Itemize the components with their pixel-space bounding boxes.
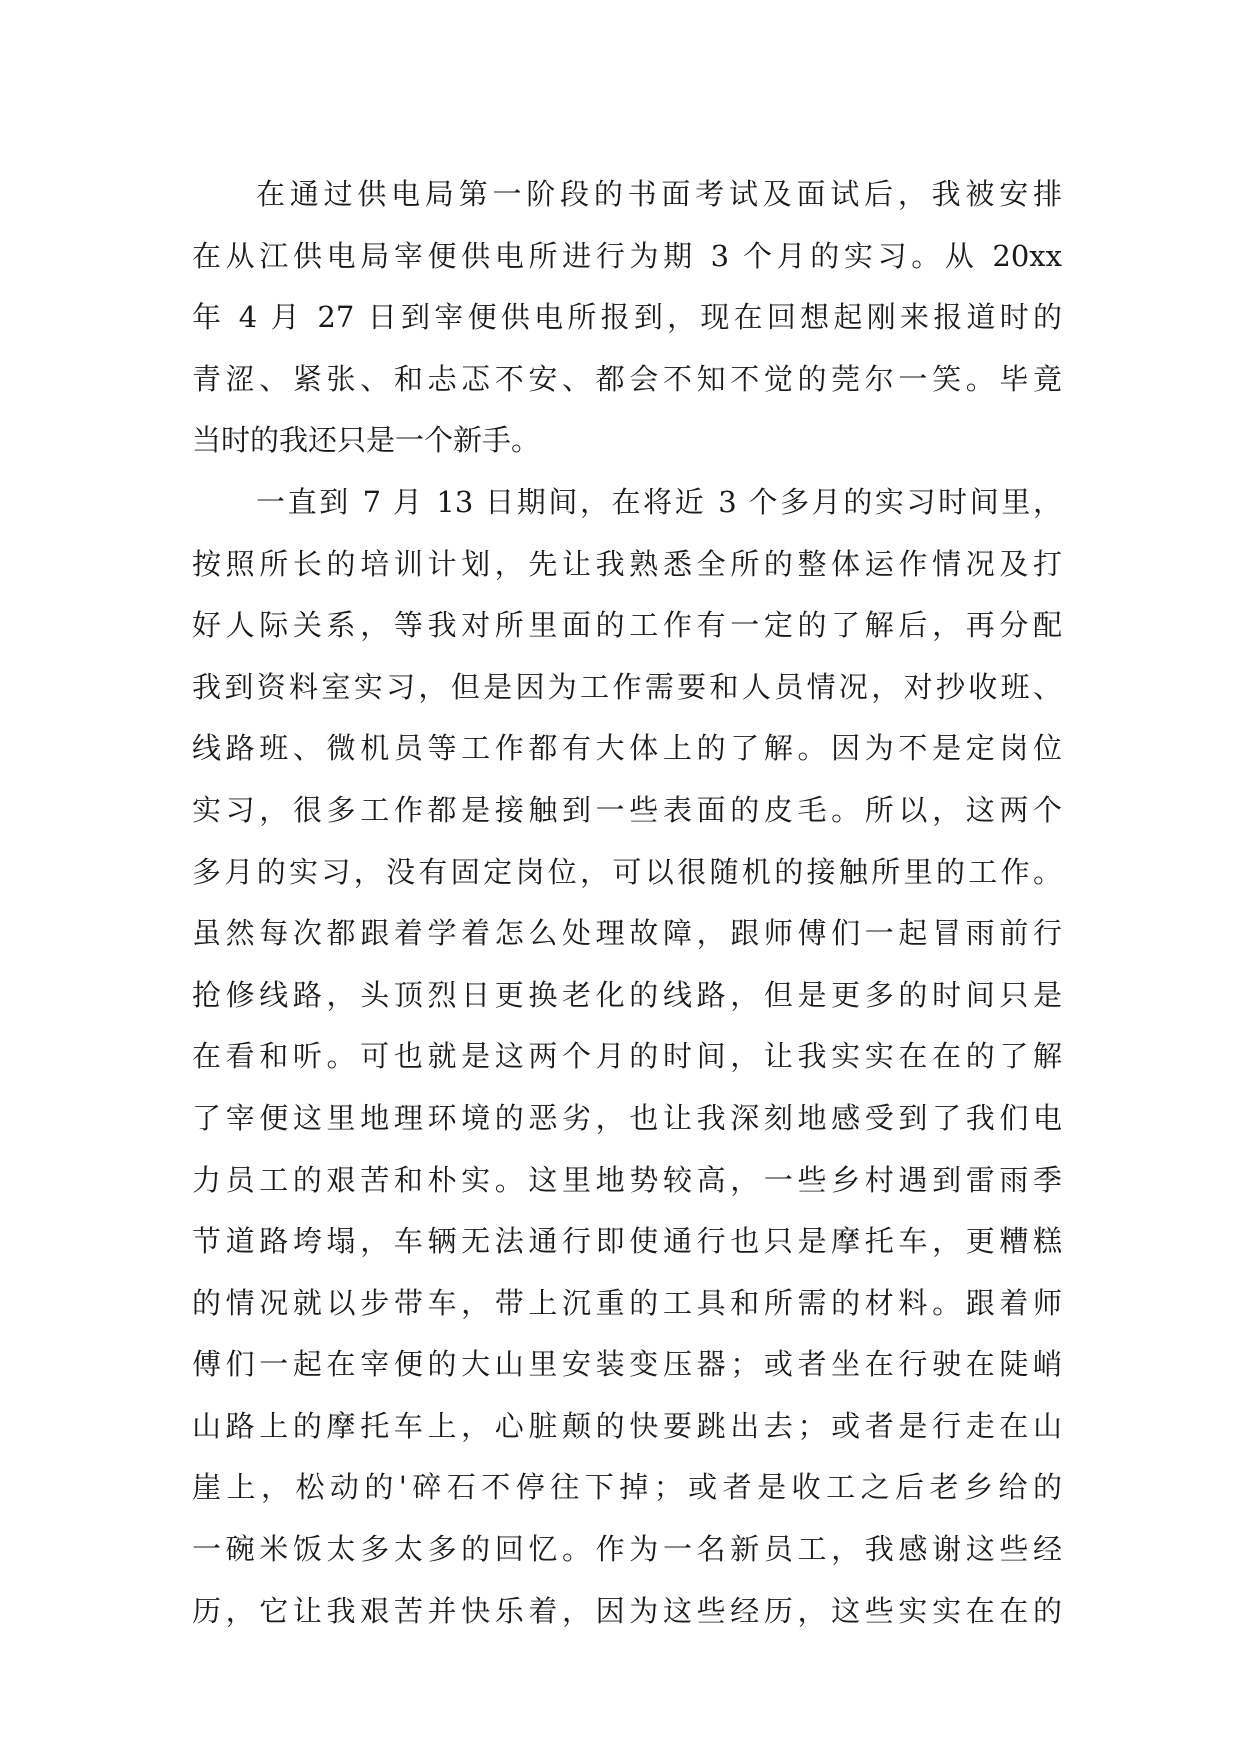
paragraph-1-line-4: 青涩、紧张、和忐忑不安、都会不知不觉的莞尔一笑。毕竟 [192,361,1062,396]
paragraph-2-line-14: 的情况就以步带车，带上沉重的工具和所需的材料。跟着师 [192,1285,1062,1320]
paragraph-2-line-2: 按照所长的培训计划，先让我熟悉全所的整体运作情况及打 [192,546,1062,581]
paragraph-2-line-18: 一碗米饭太多太多的回忆。作为一名新员工，我感谢这些经 [192,1532,1062,1567]
paragraph-2-line-8: 虽然每次都跟着学着怎么处理故障，跟师傅们一起冒雨前行 [192,916,1062,951]
paragraph-2-line-17: 崖上，松动的'碎石不停往下掉；或者是收工之后老乡给的 [192,1470,1062,1505]
paragraph-2-line-6: 实习，很多工作都是接触到一些表面的皮毛。所以，这两个 [192,792,1062,827]
paragraph-2-line-15: 傅们一起在宰便的大山里安装变压器；或者坐在行驶在陡峭 [192,1347,1062,1382]
paragraph-1-line-5: 当时的我还只是一个新手。 [192,423,541,458]
document-body [192,164,1062,1642]
paragraph-2-line-13: 节道路垮塌，车辆无法通行即使通行也只是摩托车，更糟糕 [192,1224,1062,1259]
paragraph-2-line-16: 山路上的摩托车上，心脏颠的快要跳出去；或者是行走在山 [192,1408,1062,1443]
paragraph-2-line-5: 线路班、微机员等工作都有大体上的了解。因为不是定岗位 [192,731,1062,766]
paragraph-2-line-19: 历，它让我艰苦并快乐着，因为这些经历，这些实实在在的 [192,1593,1062,1628]
paragraph-2-line-10: 在看和听。可也就是这两个月的时间，让我实实在在的了解 [192,1039,1062,1074]
paragraph-2-line-11: 了宰便这里地理环境的恶劣，也让我深刻地感受到了我们电 [192,1100,1062,1135]
paragraph-2-line-1: 一直到 7 月 13 日期间，在将近 3 个多月的实习时间里， [256,484,1062,519]
paragraph-2-line-7: 多月的实习，没有固定岗位，可以很随机的接触所里的工作。 [192,854,1062,889]
paragraph-2-line-3: 好人际关系，等我对所里面的工作有一定的了解后，再分配 [192,608,1062,643]
paragraph-1-line-3: 年 4 月 27 日到宰便供电所报到，现在回想起刚来报道时的 [192,300,1062,335]
paragraph-2-line-12: 力员工的艰苦和朴实。这里地势较高，一些乡村遇到雷雨季 [192,1162,1062,1197]
paragraph-1-line-1: 在通过供电局第一阶段的书面考试及面试后，我被安排 [256,177,1062,211]
paragraph-2-line-9: 抢修线路，头顶烈日更换老化的线路，但是更多的时间只是 [192,977,1062,1012]
paragraph-1-line-2: 在从江供电局宰便供电所进行为期 3 个月的实习。从 20xx [192,238,1062,273]
paragraph-2-line-4: 我到资料室实习，但是因为工作需要和人员情况，对抄收班、 [192,669,1062,704]
